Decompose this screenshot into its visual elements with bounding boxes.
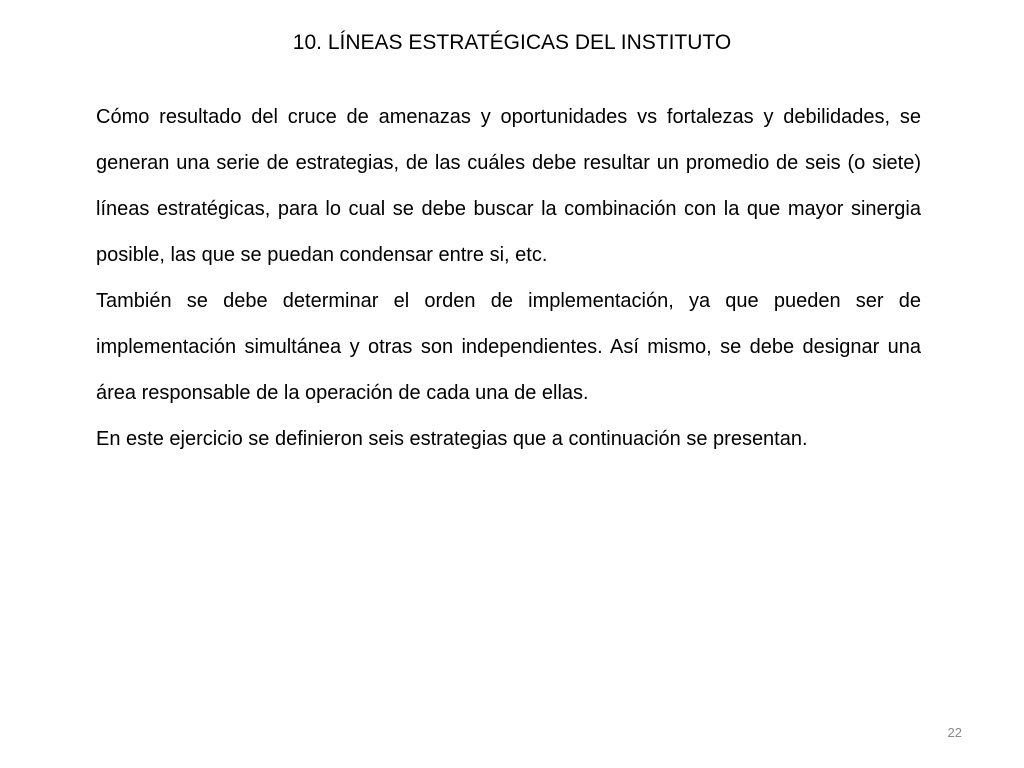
slide-title: 10. LÍNEAS ESTRATÉGICAS DEL INSTITUTO bbox=[292, 31, 732, 54]
slide-body bbox=[96, 94, 921, 462]
page-number: 22 bbox=[947, 725, 962, 740]
body-paragraph: En este ejercicio se definieron seis estrategias que a continuación se presentan. bbox=[96, 428, 808, 450]
body-paragraph: También se debe determinar el orden de implementación, ya que pueden ser de implementación simultánea y otras son independientes. Así mismo, se debe designar una área responsable de la operación de cada una de ellas. bbox=[96, 290, 921, 404]
body-paragraph: Cómo resultado del cruce de amenazas y oportunidades vs fortalezas y debilidades, se generan una serie de estrategias, de las cuáles debe resultar un promedio de seis (o siete) líneas estratégicas, para lo cual se debe buscar la combinación con la que mayor sinergia posible, las que se puedan condensar entre si, etc. bbox=[96, 106, 921, 266]
